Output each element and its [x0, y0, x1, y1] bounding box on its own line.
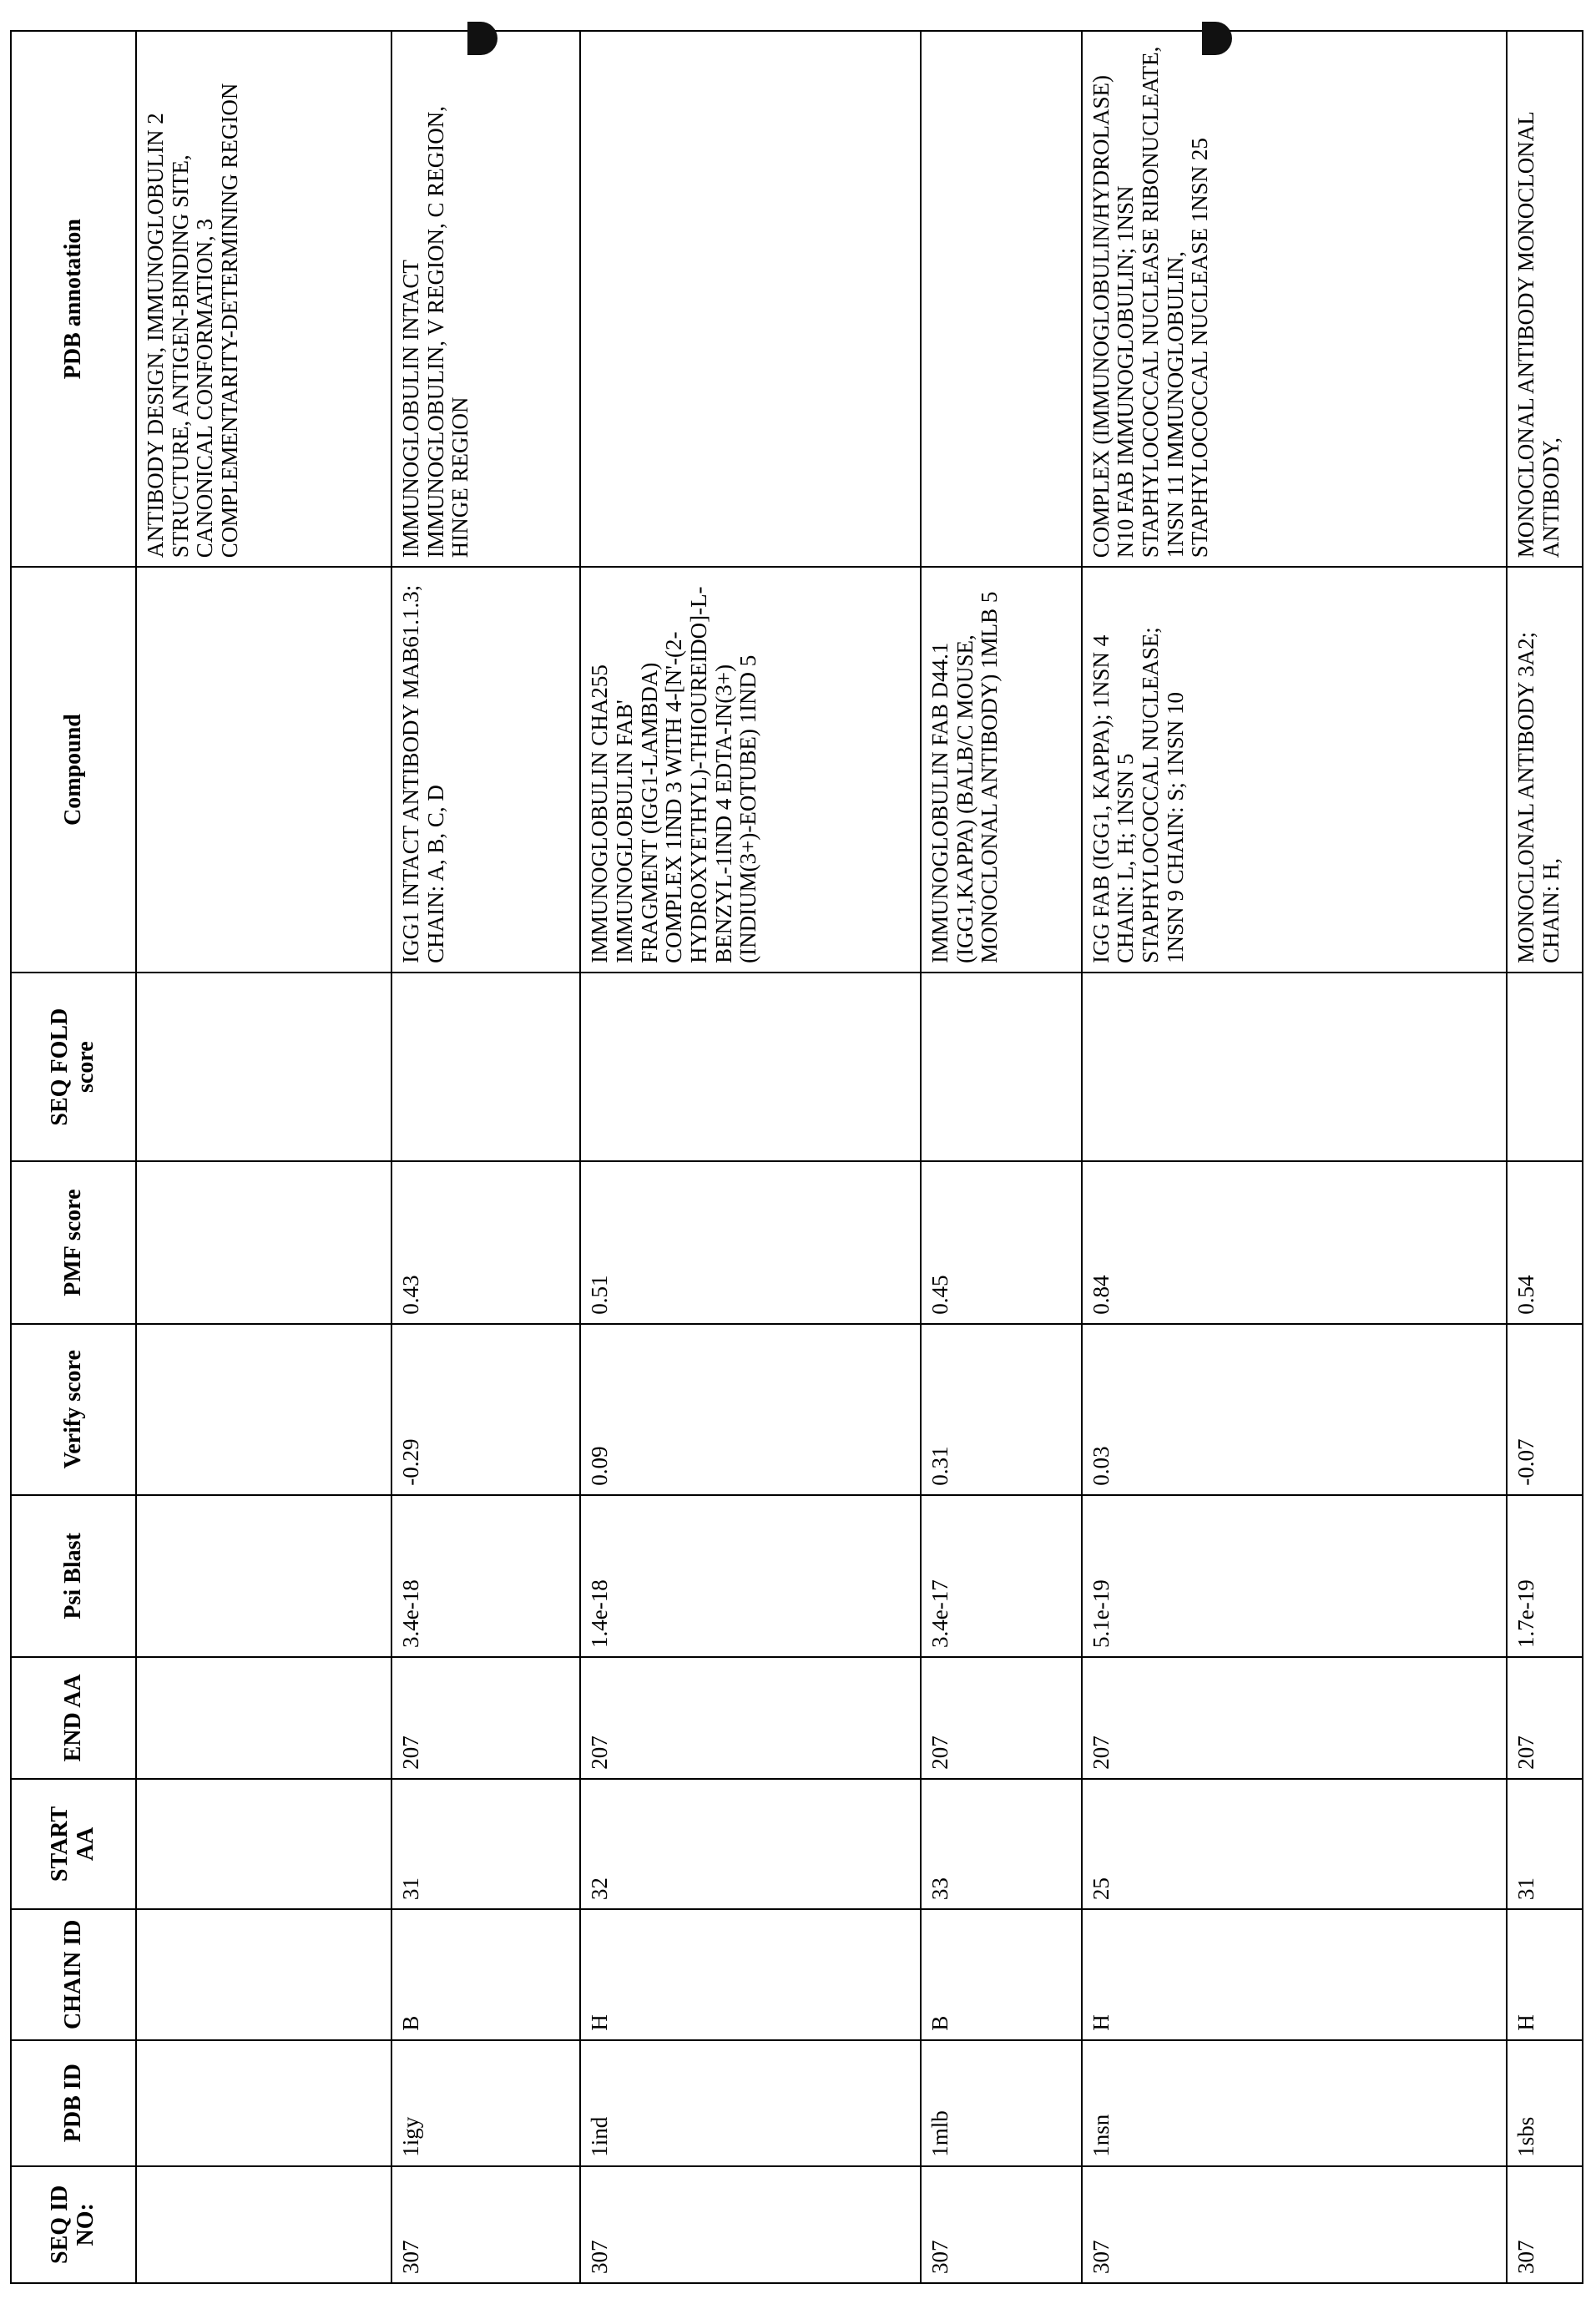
cell-psi-blast: 3.4e-17: [921, 1495, 1082, 1657]
col-header: Verify score: [11, 1324, 136, 1495]
cell-chain-id: [136, 1909, 391, 2039]
cell-pdb-id: 1nsn: [1082, 2040, 1508, 2166]
cell-compound: [136, 567, 391, 973]
cell-pdb-id: [136, 2040, 391, 2166]
cell-seqfold: [136, 973, 391, 1162]
cell-pdb-id: 1igy: [391, 2040, 581, 2166]
cell-pdb-id: 1mlb: [921, 2040, 1082, 2166]
table-header-row: [11, 31, 136, 2283]
cell-seq-id: [136, 2166, 391, 2283]
col-header: PDB annotation: [11, 31, 136, 567]
col-header: START AA: [11, 1779, 136, 1909]
cell-psi-blast: 1.7e-19: [1507, 1495, 1583, 1657]
cell-verify: 0.09: [580, 1324, 921, 1495]
cell-seqfold: [921, 973, 1082, 1162]
col-header: SEQ ID NO:: [11, 2166, 136, 2283]
cell-end: 207: [921, 1657, 1082, 1779]
col-header: SEQ FOLD score: [11, 973, 136, 1162]
cell-start: 32: [580, 1779, 921, 1909]
cell-compound: IGG1 INTACT ANTIBODY MAB61.1.3; CHAIN: A, B, C, D: [391, 567, 581, 973]
cell-annotation: [921, 31, 1082, 567]
cell-psi-blast: 1.4e-18: [580, 1495, 921, 1657]
cell-annotation: IMMUNOGLOBULIN INTACT IMMUNOGLOBULIN, V REGION, C REGION, HINGE REGION: [391, 31, 581, 567]
pdb-results-table: [10, 30, 1583, 2284]
cell-start: 31: [391, 1779, 581, 1909]
cell-compound: MONOCLONAL ANTIBODY 3A2; CHAIN: H,: [1507, 567, 1583, 973]
cell-pdb-id: 1sbs: [1507, 2040, 1583, 2166]
col-header: CHAIN ID: [11, 1909, 136, 2039]
cell-pmf: [136, 1161, 391, 1323]
cell-end: [136, 1657, 391, 1779]
cell-pmf: 0.54: [1507, 1161, 1583, 1323]
cell-chain-id: H: [580, 1909, 921, 2039]
cell-start: 31: [1507, 1779, 1583, 1909]
cell-pdb-id: 1ind: [580, 2040, 921, 2166]
table-row: [1082, 31, 1508, 2283]
cell-psi-blast: 3.4e-18: [391, 1495, 581, 1657]
cell-pmf: 0.84: [1082, 1161, 1508, 1323]
cell-pmf: 0.45: [921, 1161, 1082, 1323]
cell-annotation: [580, 31, 921, 567]
cell-end: 207: [1082, 1657, 1508, 1779]
cell-annotation: MONOCLONAL ANTIBODY MONOCLONAL ANTIBODY,: [1507, 31, 1583, 567]
cell-seq-id: 307: [1082, 2166, 1508, 2283]
cell-pmf: 0.43: [391, 1161, 581, 1323]
cell-seqfold: [391, 973, 581, 1162]
cell-chain-id: B: [921, 1909, 1082, 2039]
cell-seq-id: 307: [391, 2166, 581, 2283]
cell-verify: -0.07: [1507, 1324, 1583, 1495]
cell-compound: IMMUNOGLOBULIN CHA255 IMMUNOGLOBULIN FAB' FRAGMENT (IGG1-LAMBDA) COMPLEX 1IND 3 WITH 4-[N'-(2-HYDROXYETHYL)-THIOUREIDO]-L-BENZYL-1IND 4 EDTA-IN(3+) (INDIUM(3+)-EOTUBE) 1IND 5: [580, 567, 921, 973]
cell-end: 207: [580, 1657, 921, 1779]
cell-end: 207: [391, 1657, 581, 1779]
cell-start: [136, 1779, 391, 1909]
cell-seq-id: 307: [580, 2166, 921, 2283]
cell-annotation: COMPLEX (IMMUNOGLOBULIN/HYDROLASE) N10 FAB IMMUNOGLOBULIN; 1NSN STAPHYLOCOCCAL NUCLEASE RIBONUCLEATE, 1NSN 11 IMMUNOGLOBULIN, STAPHYLOCOCCAL NUCLEASE 1NSN 25: [1082, 31, 1508, 567]
table-row: [580, 31, 921, 2283]
cell-annotation: ANTIBODY DESIGN, IMMUNOGLOBULIN 2 STRUCTURE, ANTIGEN-BINDING SITE, CANONICAL CONFORMATION, 3 COMPLEMENTARITY-DETERMINING REGION: [136, 31, 391, 567]
cell-seqfold: [1507, 973, 1583, 1162]
cell-verify: 0.31: [921, 1324, 1082, 1495]
cell-psi-blast: 5.1e-19: [1082, 1495, 1508, 1657]
rotated-page: [0, 0, 1596, 2309]
table-row: [921, 31, 1082, 2283]
col-header: PMF score: [11, 1161, 136, 1323]
table-row: [136, 31, 391, 2283]
col-header: PDB ID: [11, 2040, 136, 2166]
cell-chain-id: B: [391, 1909, 581, 2039]
col-header: Psi Blast: [11, 1495, 136, 1657]
cell-seqfold: [1082, 973, 1508, 1162]
cell-chain-id: H: [1082, 1909, 1508, 2039]
cell-seq-id: 307: [1507, 2166, 1583, 2283]
cell-start: 25: [1082, 1779, 1508, 1909]
cell-start: 33: [921, 1779, 1082, 1909]
cell-verify: -0.29: [391, 1324, 581, 1495]
cell-seq-id: 307: [921, 2166, 1082, 2283]
cell-verify: 0.03: [1082, 1324, 1508, 1495]
cell-chain-id: H: [1507, 1909, 1583, 2039]
col-header: END AA: [11, 1657, 136, 1779]
table-row: [391, 31, 581, 2283]
cell-psi-blast: [136, 1495, 391, 1657]
table-row: [1507, 31, 1583, 2283]
cell-compound: IMMUNOGLOBULIN FAB D44.1 (IGG1,KAPPA) (BALB/C MOUSE, MONOCLONAL ANTIBODY) 1MLB 5: [921, 567, 1082, 973]
cell-verify: [136, 1324, 391, 1495]
cell-compound: IGG FAB (IGG1, KAPPA); 1NSN 4 CHAIN: L, H; 1NSN 5 STAPHYLOCOCCAL NUCLEASE; 1NSN 9 CHAIN: S; 1NSN 10: [1082, 567, 1508, 973]
cell-pmf: 0.51: [580, 1161, 921, 1323]
col-header: Compound: [11, 567, 136, 973]
cell-end: 207: [1507, 1657, 1583, 1779]
cell-seqfold: [580, 973, 921, 1162]
